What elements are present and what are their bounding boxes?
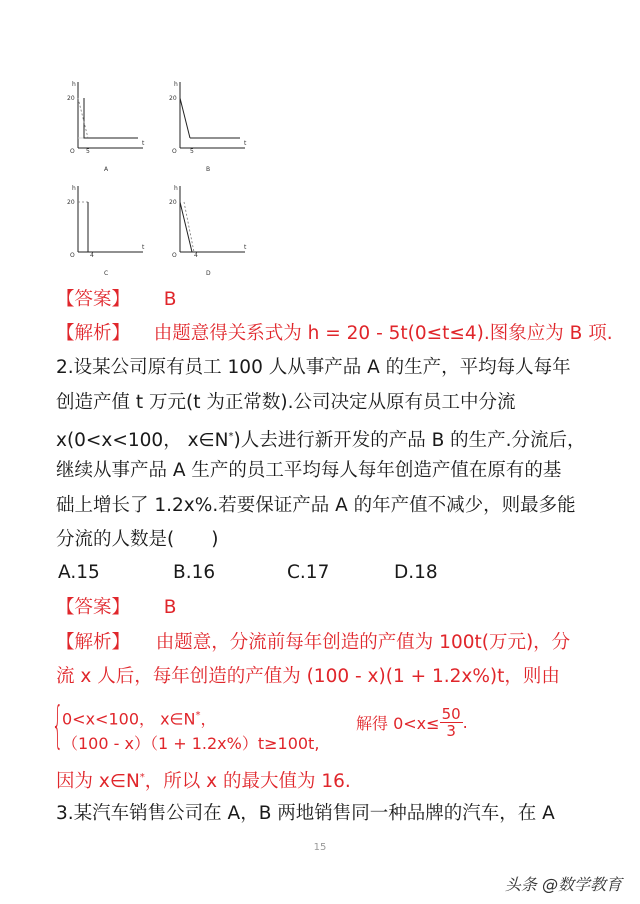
- graph-b-label: B: [206, 166, 211, 173]
- analysis-2-tag: 【解析】: [56, 632, 131, 653]
- analysis-1-tag: 【解析】: [56, 323, 131, 344]
- option-c: C.17: [287, 562, 330, 583]
- answer-1-value: B: [163, 289, 177, 310]
- system-line-1-a: 0<x<100， x∈N: [62, 709, 196, 729]
- analysis-2-line-2: 流 x 人后，每年创造的产值为 (100 - x)(1 + 1.2x%)t，则由: [56, 666, 560, 687]
- q2-line-1: 2.设某公司原有员工 100 人从事产品 A 的生产，平均每人每年: [56, 357, 571, 378]
- graph-a-y-tick: 20: [67, 95, 75, 102]
- graph-b-y-tick: 20: [169, 95, 177, 102]
- answer-1: [56, 288, 177, 312]
- answer-2: [56, 596, 177, 620]
- graph-a-origin: O: [70, 148, 75, 155]
- graph-a-x-tick: 5: [86, 148, 90, 155]
- system-line-1-sup: *: [195, 710, 201, 721]
- system-brace: {: [52, 696, 64, 754]
- solve-prefix: 解得 0<x≤: [356, 714, 440, 733]
- q3-line-1: 3.某汽车销售公司在 A，B 两地销售同一种品牌的汽车，在 A: [56, 803, 555, 824]
- graph-c-x-tick: 4: [90, 252, 94, 259]
- system-line-2: （100 - x）（1 + 1.2x%）t≥100t,: [62, 734, 320, 753]
- graph-a-y-axis: h: [72, 81, 76, 88]
- system-line-1: [62, 704, 216, 731]
- analysis-1: [56, 322, 613, 346]
- graph-b-x-tick: 5: [190, 148, 194, 155]
- q2-line-6: 分流的人数是( ): [56, 529, 219, 550]
- watermark: 头条 @数学教育: [504, 875, 622, 894]
- solve-fraction: [440, 706, 463, 739]
- graph-d-label: D: [206, 270, 211, 277]
- graph-c-origin: O: [70, 252, 75, 259]
- graph-b-origin: O: [172, 148, 177, 155]
- fraction-denominator: 3: [446, 722, 456, 740]
- solve-result: [356, 706, 468, 739]
- analysis-2-line-3-a: 因为 x∈N: [56, 771, 140, 793]
- q2-line-2: 创造产值 t 万元(t 为正常数).公司决定从原有员工中分流: [56, 392, 516, 413]
- option-d: D.18: [394, 562, 438, 583]
- graph-c-y-tick: 20: [67, 199, 75, 206]
- answer-1-tag: 【答案】: [56, 289, 131, 310]
- analysis-2-line-3: [56, 766, 351, 794]
- graph-b-x-axis: t: [244, 140, 247, 147]
- option-a: A.15: [58, 562, 100, 583]
- analysis-2-line-3-sup: *: [139, 772, 145, 783]
- graph-d-y-tick: 20: [169, 199, 177, 206]
- answer-2-value: B: [163, 597, 177, 618]
- graph-a: [58, 78, 148, 173]
- analysis-2-text-1: 由题意，分流前每年创造的产值为 100t(万元)，分: [155, 632, 571, 653]
- graph-d-origin: O: [172, 252, 177, 259]
- answer-2-tag: 【答案】: [56, 597, 131, 618]
- graph-b-y-axis: h: [174, 81, 178, 88]
- q2-line-3-b: )人去进行新开发的产品 B 的生产.分流后，: [233, 430, 586, 452]
- solve-suffix: .: [462, 713, 468, 732]
- graph-d-x-tick: 4: [194, 252, 198, 259]
- option-b: B.16: [173, 562, 216, 583]
- graph-d-x-axis: t: [244, 244, 247, 251]
- fraction-numerator: 50: [441, 705, 461, 723]
- q2-line-3-a: x(0<x<100， x∈N: [56, 430, 229, 452]
- q2-line-5: 础上增长了 1.2x%.若要保证产品 A 的年产值不减少，则最多能: [56, 495, 576, 516]
- system-line-1-b: ，: [200, 709, 217, 729]
- graph-a-label: A: [104, 166, 109, 173]
- q2-line-3: [56, 425, 586, 453]
- graph-d: [160, 182, 250, 277]
- graph-d-y-axis: h: [174, 185, 178, 192]
- analysis-1-text: 由题意得关系式为 h = 20 - 5t(0≤t≤4).图象应为 B 项.: [153, 323, 613, 344]
- analysis-2-line-1: [56, 631, 570, 655]
- graph-a-x-axis: t: [142, 140, 145, 147]
- graph-b: [160, 78, 250, 173]
- q2-line-4: 继续从事产品 A 生产的员工平均每人每年创造产值在原有的基: [56, 460, 562, 481]
- graph-c-x-axis: t: [142, 244, 145, 251]
- graph-c: [58, 182, 148, 277]
- page-number: 15: [313, 842, 327, 853]
- analysis-2-line-3-b: ，所以 x 的最大值为 16.: [144, 771, 351, 793]
- graph-c-label: C: [104, 270, 109, 277]
- q2-line-3-sup: *: [228, 431, 234, 442]
- graph-c-y-axis: h: [72, 185, 76, 192]
